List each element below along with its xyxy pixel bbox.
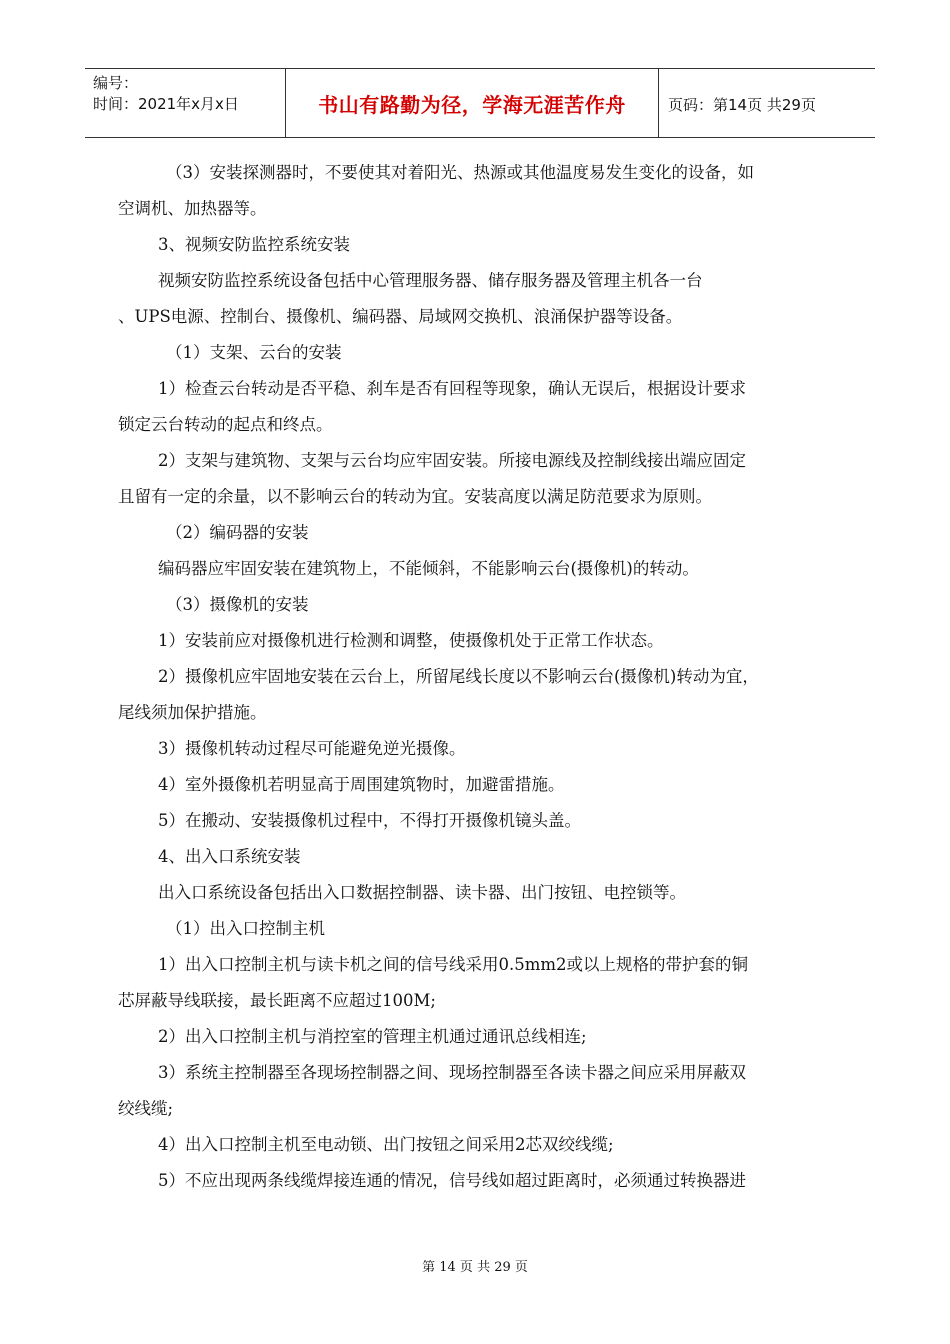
text-line: 2）支架与建筑物、支架与云台均应牢固安装。所接电源线及控制线接出端应固定 <box>158 451 746 470</box>
text-line: 2）出入口控制主机与消控室的管理主机通过通讯总线相连; <box>158 1027 587 1046</box>
section-heading: 3、视频安防监控系统安装 <box>158 235 350 254</box>
text-line: （3）安装探测器时，不要使其对着阳光、热源或其他温度易发生变化的设备，如 <box>166 163 754 182</box>
number-label: 编号： <box>93 74 139 92</box>
subsection-heading: （3）摄像机的安装 <box>166 595 309 614</box>
text-line: 尾线须加保护措施。 <box>118 703 267 722</box>
text-line: 2）摄像机应牢固地安装在云台上，所留尾线长度以不影响云台(摄像机)转动为宜， <box>158 667 759 686</box>
time-label: 时间：2021年x月x日 <box>93 95 239 113</box>
text-line: 4）出入口控制主机至电动锁、出门按钮之间采用2芯双绞线缆; <box>158 1135 614 1154</box>
text-line: 绞线缆; <box>118 1099 174 1118</box>
page-footer: 第 14 页 共 29 页 <box>422 1260 528 1275</box>
text-line: 且留有一定的余量，以不影响云台的转动为宜。安装高度以满足防范要求为原则。 <box>118 487 712 506</box>
text-line: 1）出入口控制主机与读卡机之间的信号线采用0.5mm2或以上规格的带护套的铜 <box>158 955 749 974</box>
subsection-heading: （2）编码器的安装 <box>166 523 309 542</box>
section-heading: 4、出入口系统安装 <box>158 847 301 866</box>
text-line: 编码器应牢固安装在建筑物上，不能倾斜，不能影响云台(摄像机)的转动。 <box>158 559 699 578</box>
text-line: 5）在搬动、安装摄像机过程中，不得打开摄像机镜头盖。 <box>158 811 581 830</box>
page-header <box>85 68 875 138</box>
text-line: 4）室外摄像机若明显高于周围建筑物时，加避雷措施。 <box>158 775 565 794</box>
text-line: 空调机、加热器等。 <box>118 199 267 218</box>
document-body <box>118 155 848 1199</box>
text-line: 1）检查云台转动是否平稳、刹车是否有回程等现象，确认无误后，根据设计要求 <box>158 379 746 398</box>
subsection-heading: （1）支架、云台的安装 <box>166 343 342 362</box>
text-line: 3）摄像机转动过程尽可能避免逆光摄像。 <box>158 739 466 758</box>
header-meta <box>93 73 239 115</box>
text-line: 3）系统主控制器至各现场控制器之间、现场控制器至各读卡器之间应采用屏蔽双 <box>158 1063 746 1082</box>
text-line: 出入口系统设备包括出入口数据控制器、读卡器、出门按钮、电控锁等。 <box>158 883 686 902</box>
text-line: 锁定云台转动的起点和终点。 <box>118 415 333 434</box>
text-line: 1）安装前应对摄像机进行检测和调整，使摄像机处于正常工作状态。 <box>158 631 664 650</box>
header-motto: 书山有路勤为径，学海无涯苦作舟 <box>285 69 659 137</box>
header-page-label: 页码：第14页 共29页 <box>668 96 816 114</box>
subsection-heading: （1）出入口控制主机 <box>166 919 325 938</box>
text-line: 、UPS电源、控制台、摄像机、编码器、局域网交换机、浪涌保护器等设备。 <box>118 307 683 326</box>
text-line: 5）不应出现两条线缆焊接连通的情况，信号线如超过距离时，必须通过转换器进 <box>158 1171 746 1190</box>
text-line: 芯屏蔽导线联接，最长距离不应超过100M; <box>118 991 436 1010</box>
text-line: 视频安防监控系统设备包括中心管理服务器、储存服务器及管理主机各一台 <box>158 271 703 290</box>
